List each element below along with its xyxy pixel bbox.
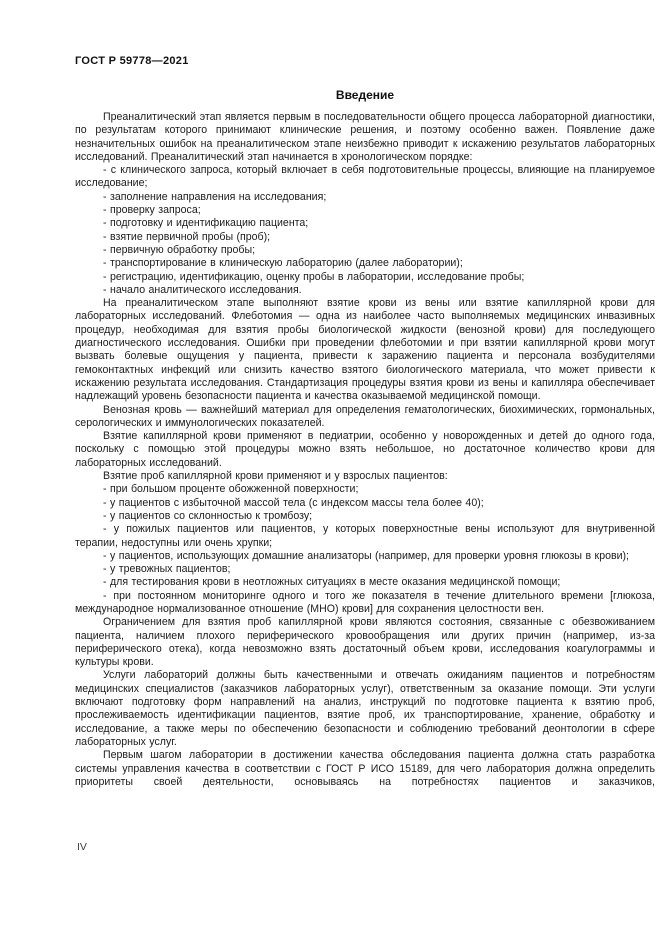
paragraph: - проверку запроса; xyxy=(103,204,201,217)
paragraph: - заполнение направления на исследования; xyxy=(103,190,327,203)
paragraph: Венозная кровь — важнейший материал для определения гематологических, биохимических, гормональных, серологических и иммунологических показателей. xyxy=(75,403,655,429)
paragraph: - с клинического запроса, который включает в себя подготовительные процессы, влияющие на планируемое исследование; xyxy=(75,164,655,190)
document-body xyxy=(75,111,655,789)
paragraph: - при большом проценте обожженной поверхности; xyxy=(103,483,359,496)
paragraph: - подготовку и идентификацию пациента; xyxy=(103,217,309,230)
paragraph: - у пациентов с избыточной массой тела (с индексом массы тела более 40); xyxy=(103,496,484,509)
paragraph: Первым шагом лаборатории в достижении качества обследования пациента должна стать разработка системы управления качества в соответствии с ГОСТ Р ИСО 15189, для чего лаборатория должна определить приоритеты своей деятельности, основываясь на потребностях пациентов и заказчиков, xyxy=(75,749,655,788)
paragraph: Услуги лабораторий должны быть качественными и отвечать ожиданиям пациентов и потребностям медицинских специалистов (заказчиков лабораторных услуг), ответственным за оказание помощи. Эти услуги включают подготовку форм направлений на анализ, инструкций по подготовке пациента к взятию проб, прослеживаемость идентификации пациентов, взятие проб, их транспортирование, хранение, обработку и исследование, а также меры по обеспечению безопасности и соблюдению требований деонтологии в сфере лабораторных услуг. xyxy=(75,669,655,748)
paragraph: - при постоянном мониторинге одного и того же показателя в течение длительного времени [глюкоза, международное нормализованное отношение (МНО) крови] для сохранения целостности вен. xyxy=(75,589,655,615)
paragraph: - первичную обработку пробы; xyxy=(103,243,256,256)
paragraph: - у пациентов, использующих домашние анализаторы (например, для проверки уровня глюкозы в крови); xyxy=(103,549,629,562)
paragraph: - у пациентов со склонностью к тромбозу; xyxy=(103,509,313,522)
section-title: Введение xyxy=(335,88,395,102)
paragraph: - у тревожных пациентов; xyxy=(103,563,231,576)
paragraph: - для тестирования крови в неотложных ситуациях в месте оказания медицинской помощи; xyxy=(103,576,561,589)
paragraph: - у пожилых пациентов или пациентов, у которых поверхностные вены используют для внутривенной терапии, недоступны или очень хрупки; xyxy=(75,523,655,549)
paragraph: - регистрацию, идентификацию, оценку пробы в лаборатории, исследование пробы; xyxy=(103,270,525,283)
paragraph: Взятие проб капиллярной крови применяют и у взрослых пациентов: xyxy=(103,470,448,483)
paragraph: Преаналитический этап является первым в последовательности общего процесса лабораторной диагностики, по результатам которого принимают клинические решения, и поэтому особенно важен. Появление даже незначительных ошибок на преаналитическом этапе неизбежно приводит к искажению результатов лабораторных исследований. Преаналитический этап начинается в хронологическом порядке: xyxy=(75,111,655,163)
paragraph: - начало аналитического исследования. xyxy=(103,283,302,296)
paragraph: - взятие первичной пробы (проб); xyxy=(103,230,271,243)
paragraph: На преаналитическом этапе выполняют взятие крови из вены или взятие капиллярной крови для лабораторных исследований. Флеботомия — одна из наиболее часто выполняемых медицинских инвазивных процедур, необходимая для взятия пробы биологической жидкости (венозной крови) для последующего диагностического исследования. Ошибки при проведении флеботомии и при взятии капиллярной крови могут вызвать болевые ощущения у пациента, привести к заражению пациента и персонала возбудителями гемоконтактных инфекций или снизить качество взятого биологического материала, что может привести к искажению результата исследования. Стандартизация процедуры взятия крови из вены и капилляра обеспечивает надлежащий уровень безопасности пациента и качества оказываемой медицинской помощи. xyxy=(75,297,655,403)
paragraph: Ограничением для взятия проб капиллярной крови являются состояния, связанные с обезвоживанием пациента, наличием плохого периферического кровообращения или других причин (например, из-за периферического отека), когда невозможно взять достаточный объем крови, исследования коагулограммы и культуры крови. xyxy=(75,616,655,669)
paragraph: - транспортирование в клиническую лабораторию (далее лаборатории); xyxy=(103,257,463,270)
page-number: IV xyxy=(77,841,87,853)
paragraph: Взятие капиллярной крови применяют в педиатрии, особенно у новорожденных и детей до одного года, поскольку с помощью этой процедуры можно взять небольшое, но достаточное количество крови для лабораторных исследований. xyxy=(75,430,655,469)
running-header: ГОСТ Р 59778—2021 xyxy=(75,55,189,67)
